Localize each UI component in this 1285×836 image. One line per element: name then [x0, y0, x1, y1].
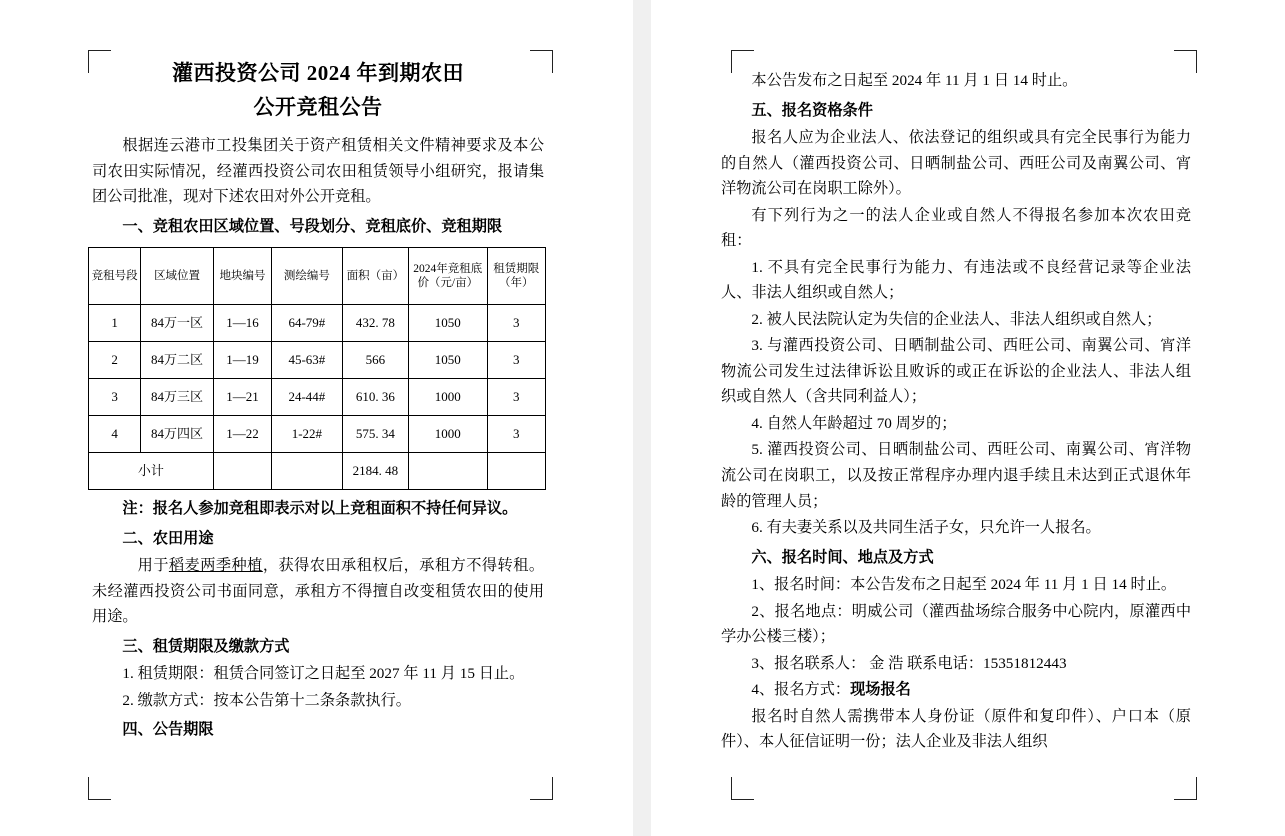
table-cell: 3: [487, 342, 545, 379]
table-total-row: [89, 453, 546, 490]
table-cell: 1: [89, 305, 141, 342]
table-cell: 2: [89, 342, 141, 379]
intro-paragraph: 根据连云港市工投集团关于资产租赁相关文件精神要求及本公司农田实际情况，经灌西投资公司农田租赁领导小组研究，报请集团公司批准，现对下述农田对外公开竞租。: [92, 137, 544, 206]
crop-mark-bottom-right: [530, 777, 553, 800]
table-total-label: 小计: [89, 453, 214, 490]
table-cell: 575. 34: [342, 416, 408, 453]
table-cell: 3: [487, 416, 545, 453]
section-4-text: 本公告发布之日起至 2024 年 11 月 1 日 14 时止。: [751, 72, 1078, 89]
table-total-area: 2184. 48: [342, 453, 408, 490]
section-5-item-5: 5. 灌西投资公司、日晒制盐公司、西旺公司、南翼公司、宵洋物流公司在岗职工，以及按正常程序办理内退手续且未达到正式退休年龄的管理人员；: [721, 441, 1191, 510]
table-cell: 1-22#: [272, 416, 342, 453]
section-6-item-4-label: 4、报名方式：: [751, 681, 851, 699]
table-cell: 84万二区: [141, 342, 213, 379]
table-cell: 84万一区: [141, 305, 213, 342]
section-6-item-1: 1、报名时间：本公告发布之日起至 2024 年 11 月 1 日 14 时止。: [751, 576, 1177, 594]
table-header-row: [89, 248, 546, 305]
section-2-text-a: 用于: [137, 557, 169, 575]
section-2-underlined-use: 稻麦两季种植: [168, 557, 263, 575]
crop-mark-bottom-left: [88, 777, 111, 800]
table-cell: 1050: [409, 342, 488, 379]
bid-lots-table: [88, 247, 546, 490]
table-row: [89, 379, 546, 416]
page-2-content: [721, 68, 1191, 756]
table-cell: 566: [342, 342, 408, 379]
page-1-content: [92, 58, 544, 745]
section-5-item-4: 4. 自然人年龄超过 70 周岁的；: [751, 414, 957, 432]
table-cell: 64-79#: [272, 305, 342, 342]
section-5-item-2: 2. 被人民法院认定为失信的企业法人、非法人组织或自然人；: [751, 310, 1162, 328]
table-header-cell: 2024年竞租底价（元/亩）: [409, 248, 488, 305]
section-5-item-1: 1. 不具有完全民事行为能力、有违法或不良经营记录等企业法人、非法人组织或自然人；: [721, 258, 1191, 302]
table-cell: [213, 453, 271, 490]
table-header-cell: 竞租号段: [89, 248, 141, 305]
table-cell: 3: [89, 379, 141, 416]
table-header-cell: 租赁期限（年）: [487, 248, 545, 305]
section-2-paragraph: [92, 553, 544, 630]
section-4-heading: 四、公告期限: [122, 721, 214, 739]
section-2-text-b: ，获得农田承租权后，承租方不得转租。未经灌西投资公司书面同意，承租方不得擅自改变租赁农田的使用用途。: [92, 557, 545, 626]
section-3-item-1: 1. 租赁期限：租赁合同签订之日起至 2027 年 11 月 15 日止。: [122, 665, 525, 683]
table-cell: 1—22: [213, 416, 271, 453]
table-cell: 3: [487, 305, 545, 342]
page-title-line-2: 公开竞租公告: [253, 94, 383, 119]
section-3-heading: 三、租赁期限及缴款方式: [122, 637, 290, 655]
section-6-item-2: 2、报名地点：明威公司（灌西盐场综合服务中心院内，原灌西中学办公楼三楼）；: [721, 602, 1191, 646]
table-header-cell: 面积（亩）: [342, 248, 408, 305]
section-2-heading: 二、农田用途: [122, 529, 214, 547]
table-cell: 610. 36: [342, 379, 408, 416]
section-6-item-3: 3、报名联系人： 金 浩 联系电话：15351812443: [751, 654, 1067, 672]
section-5-item-3: 3. 与灌西投资公司、日晒制盐公司、西旺公司、南翼公司、宵洋物流公司发生过法律诉讼且败诉的或正在诉讼的企业法人、非法人组织或自然人（含共同利益人）；: [721, 337, 1191, 406]
document-page-1: [0, 0, 633, 836]
table-cell: 1—19: [213, 342, 271, 379]
table-header-cell: 区域位置: [141, 248, 213, 305]
section-3-item-2: 2. 缴款方式：按本公告第十二条条款执行。: [122, 691, 411, 709]
table-cell: 1000: [409, 416, 488, 453]
table-cell: 1—21: [213, 379, 271, 416]
section-5-item-6: 6. 有夫妻关系以及共同生活子女，只允许一人报名。: [751, 519, 1101, 537]
table-cell: [272, 453, 342, 490]
table-cell: 84万三区: [141, 379, 213, 416]
page-title-line-1: 灌西投资公司 2024 年到期农田: [172, 61, 464, 85]
table-note: 注：报名人参加竞租即表示对以上竞租面积不持任何异议。: [122, 500, 518, 518]
table-cell: 24-44#: [272, 379, 342, 416]
table-cell: 1000: [409, 379, 488, 416]
crop-mark-bottom-right: [1174, 777, 1197, 800]
section-6-item-4: [721, 677, 1191, 703]
section-5-paragraph-2: 有下列行为之一的法人企业或自然人不得报名参加本次农田竞租：: [721, 206, 1191, 250]
table-row: [89, 305, 546, 342]
table-cell: 84万四区: [141, 416, 213, 453]
table-cell: 3: [487, 379, 545, 416]
table-cell: 4: [89, 416, 141, 453]
table-row: [89, 342, 546, 379]
table-cell: 1—16: [213, 305, 271, 342]
section-5-paragraph-1: 报名人应为企业法人、依法登记的组织或具有完全民事行为能力的自然人（灌西投资公司、日晒制盐公司、西旺公司及南翼公司、宵洋物流公司在岗职工除外）。: [721, 129, 1191, 198]
table-header-cell: 测绘编号: [272, 248, 342, 305]
table-cell: 432. 78: [342, 305, 408, 342]
page-separator: [633, 0, 651, 836]
section-6-heading: 六、报名时间、地点及方式: [751, 548, 934, 566]
table-cell: 1050: [409, 305, 488, 342]
crop-mark-bottom-left: [731, 777, 754, 800]
table-cell: [487, 453, 545, 490]
section-6-item-4-value: 现场报名: [850, 681, 911, 699]
table-row: [89, 416, 546, 453]
table-header-cell: 地块编号: [213, 248, 271, 305]
table-cell: [409, 453, 488, 490]
section-5-heading: 五、报名资格条件: [751, 101, 873, 119]
section-1-heading: 一、竞租农田区域位置、号段划分、竞租底价、竞租期限: [122, 217, 503, 235]
table-cell: 45-63#: [272, 342, 342, 379]
document-page-2: [651, 0, 1285, 836]
section-6-tail-paragraph: 报名时自然人需携带本人身份证（原件和复印件）、户口本（原件）、本人征信证明一份；法人企业及非法人组织: [721, 707, 1191, 751]
